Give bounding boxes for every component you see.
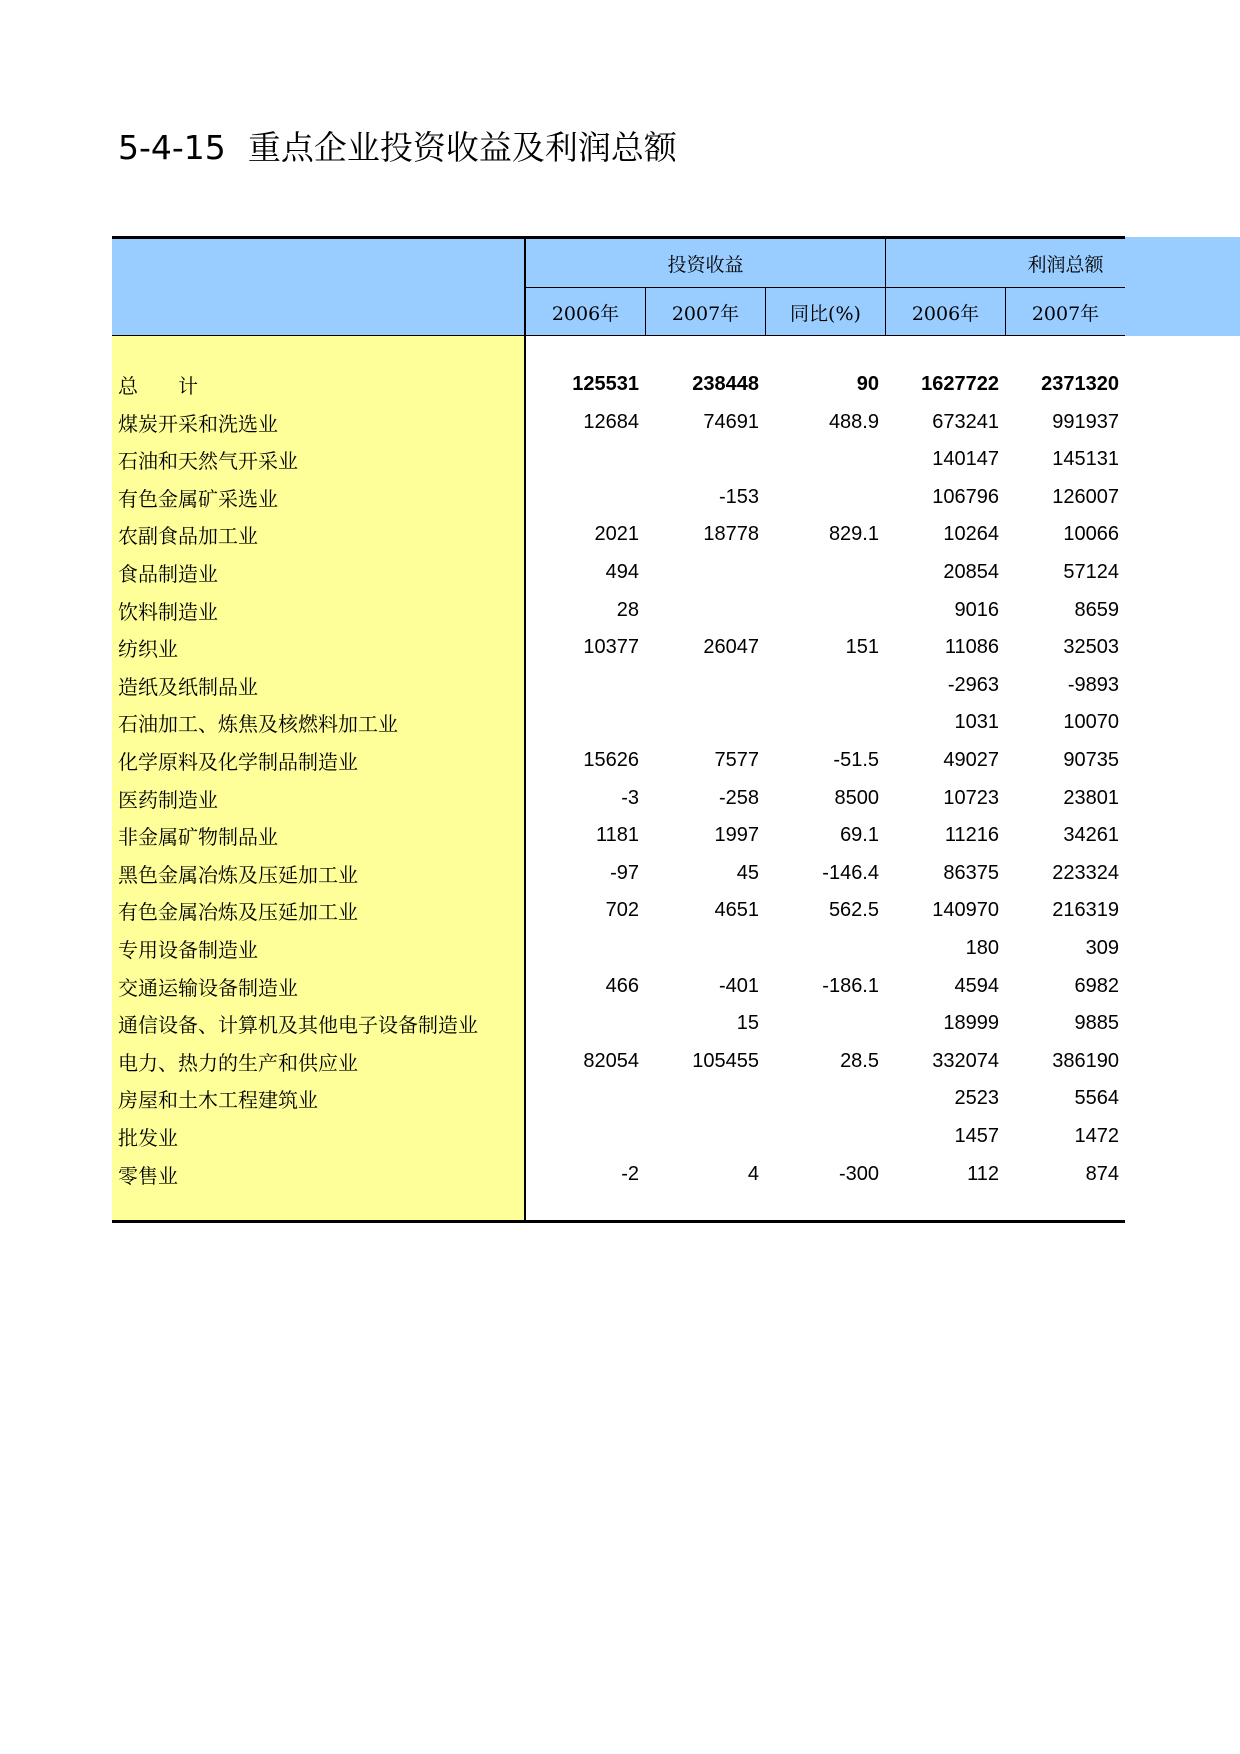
cell-inv-yoy: -300 xyxy=(838,1162,879,1185)
cell-inv-yoy xyxy=(764,479,879,516)
row-label: 纺织业 xyxy=(118,637,178,662)
cell-inv-2006 xyxy=(524,479,639,516)
cell-inv-2006 xyxy=(524,704,639,741)
cell-profit-2007: 8659 xyxy=(1074,598,1119,621)
cell-inv-yoy: 829.1 xyxy=(828,523,879,546)
cell-profit-2007: 223324 xyxy=(1052,861,1119,884)
cell-inv-yoy: -146.4 xyxy=(822,861,879,884)
cell-inv-2006 xyxy=(524,1080,639,1117)
table-row xyxy=(112,554,1124,591)
cell-inv-2006: 12684 xyxy=(583,410,639,433)
cell-inv-2006 xyxy=(524,667,639,704)
cell-profit-2007: 5564 xyxy=(1074,1087,1119,1110)
table-row xyxy=(112,704,1124,741)
investment-2007-header: 2007年 xyxy=(671,302,740,325)
cell-inv-2006 xyxy=(524,930,639,967)
cell-inv-2006: -3 xyxy=(621,786,639,809)
table-row xyxy=(112,629,1124,666)
cell-profit-2006: 180 xyxy=(965,937,999,959)
cell-inv-2006: -2 xyxy=(621,1162,639,1185)
cell-profit-2006: 20854 xyxy=(943,561,999,583)
cell-profit-2007: -9893 xyxy=(1067,673,1119,696)
cell-inv-2007: -258 xyxy=(718,786,759,809)
cell-inv-2007: 4651 xyxy=(714,899,759,922)
row-label: 饮料制造业 xyxy=(118,599,218,624)
cell-profit-2007: 309 xyxy=(1085,937,1119,959)
bottom-rule xyxy=(112,1220,1125,1223)
cell-profit-2007: 57124 xyxy=(1063,561,1119,583)
row-label: 医药制造业 xyxy=(118,787,218,812)
cell-inv-2006: 2021 xyxy=(594,523,639,546)
cell-inv-2006: -97 xyxy=(610,861,639,884)
cell-profit-2006: 9016 xyxy=(954,598,999,621)
cell-profit-2007: 9885 xyxy=(1074,1012,1119,1035)
cell-inv-2007 xyxy=(644,930,759,967)
cell-inv-2006: 15626 xyxy=(583,749,639,771)
cell-inv-yoy xyxy=(764,667,879,704)
cell-profit-2006: 106796 xyxy=(932,485,999,508)
table-row xyxy=(112,667,1124,704)
cell-inv-yoy: -51.5 xyxy=(833,749,879,771)
cell-inv-2007: -153 xyxy=(718,485,759,508)
cell-profit-2006: 140147 xyxy=(932,448,999,471)
cell-profit-2007: 32503 xyxy=(1063,636,1119,659)
table-title: 重点企业投资收益及利润总额 xyxy=(247,128,677,167)
cell-profit-2007: 874 xyxy=(1085,1162,1119,1185)
cell-inv-2006: 10377 xyxy=(583,636,639,659)
row-label: 石油加工、炼焦及核燃料加工业 xyxy=(118,712,398,737)
cell-inv-2006 xyxy=(524,441,639,478)
row-label: 总 计 xyxy=(118,374,198,398)
cell-inv-yoy xyxy=(764,930,879,967)
table-row xyxy=(112,441,1124,478)
cell-profit-2006: 18999 xyxy=(943,1012,999,1035)
cell-inv-2007: 74691 xyxy=(703,410,759,433)
cell-profit-2006: 112 xyxy=(967,1162,999,1185)
cell-inv-2007: 4 xyxy=(747,1162,759,1185)
cell-profit-2007: 2371320 xyxy=(1041,373,1119,395)
cell-inv-2007: 7577 xyxy=(714,749,759,771)
row-label: 有色金属冶炼及压延加工业 xyxy=(118,900,358,925)
cell-inv-2007: 26047 xyxy=(703,636,759,659)
cell-inv-2007 xyxy=(644,704,759,741)
cell-inv-2007 xyxy=(644,1118,759,1155)
table-row xyxy=(112,892,1124,929)
cell-inv-yoy: 488.9 xyxy=(828,410,879,433)
cell-inv-2007: 15 xyxy=(736,1012,759,1035)
cell-inv-2006 xyxy=(524,1005,639,1042)
cell-profit-2006: 1031 xyxy=(954,711,999,734)
cell-inv-yoy: 69.1 xyxy=(840,824,879,847)
row-label: 农副食品加工业 xyxy=(118,524,258,549)
cell-profit-2006: 10723 xyxy=(943,786,999,809)
cell-inv-2006: 28 xyxy=(616,598,639,621)
table-row xyxy=(112,404,1124,441)
cell-profit-2007: 386190 xyxy=(1052,1049,1119,1072)
table-row xyxy=(112,930,1124,967)
table-row xyxy=(112,1156,1124,1193)
cell-profit-2007: 90735 xyxy=(1063,749,1119,771)
investment-2006-header: 2006年 xyxy=(551,302,620,325)
table-row xyxy=(112,968,1124,1005)
table-row xyxy=(112,817,1124,854)
cell-inv-yoy xyxy=(764,1005,879,1042)
cell-profit-2006: 140970 xyxy=(932,899,999,922)
cell-inv-yoy: 28.5 xyxy=(840,1049,879,1072)
table-row xyxy=(112,1005,1124,1042)
cell-profit-2006: 49027 xyxy=(943,749,999,771)
cell-inv-2006: 494 xyxy=(605,561,639,583)
table-row xyxy=(112,855,1124,892)
cell-inv-yoy xyxy=(764,592,879,629)
cell-profit-2006: 1457 xyxy=(954,1125,999,1147)
investment-income-header: 投资收益 xyxy=(667,254,744,276)
table-row xyxy=(112,592,1124,629)
cell-profit-2006: 673241 xyxy=(932,410,999,433)
cell-profit-2006: 4594 xyxy=(954,974,999,997)
cell-profit-2006: 11216 xyxy=(944,824,999,847)
row-label: 石油和天然气开采业 xyxy=(118,449,298,474)
row-label: 通信设备、计算机及其他电子设备制造业 xyxy=(118,1013,478,1038)
cell-profit-2006: 86375 xyxy=(943,861,999,884)
row-label: 食品制造业 xyxy=(118,562,218,586)
cell-profit-2007: 991937 xyxy=(1052,410,1119,433)
cell-inv-2007: 18778 xyxy=(703,523,759,546)
row-label: 有色金属矿采选业 xyxy=(118,486,278,511)
cell-profit-2006: 2523 xyxy=(954,1087,999,1110)
row-label: 化学原料及化学制品制造业 xyxy=(118,750,358,774)
cell-inv-yoy xyxy=(764,1080,879,1117)
cell-inv-yoy: 90 xyxy=(856,373,879,395)
cell-inv-2006 xyxy=(524,1118,639,1155)
cell-profit-2007: 145131 xyxy=(1052,448,1119,471)
cell-inv-yoy: -186.1 xyxy=(822,974,879,997)
investment-yoy-header: 同比(%) xyxy=(790,302,861,325)
table-row xyxy=(112,479,1124,516)
profit-2007-header: 2007年 xyxy=(1031,302,1100,325)
cell-inv-2007: 238448 xyxy=(692,373,759,395)
cell-inv-2007: -401 xyxy=(718,974,759,997)
cell-profit-2007: 126007 xyxy=(1052,485,1119,508)
row-label: 交通运输设备制造业 xyxy=(118,975,298,1000)
cell-profit-2007: 23801 xyxy=(1063,786,1119,809)
table-row xyxy=(112,780,1124,817)
cell-inv-2007 xyxy=(644,592,759,629)
table-row xyxy=(112,1118,1124,1155)
row-label: 零售业 xyxy=(118,1163,178,1188)
cell-profit-2006: 11086 xyxy=(944,636,999,659)
top-rule xyxy=(112,236,1125,239)
cell-profit-2007: 34261 xyxy=(1063,824,1119,847)
row-label: 专用设备制造业 xyxy=(118,938,258,962)
cell-inv-2006: 466 xyxy=(605,974,639,997)
cell-profit-2006: 1627722 xyxy=(921,373,999,395)
cell-inv-yoy xyxy=(764,704,879,741)
cell-profit-2006: -2963 xyxy=(947,673,999,696)
table-row xyxy=(112,1043,1124,1080)
cell-inv-yoy xyxy=(764,554,879,591)
cell-inv-2007: 1997 xyxy=(714,824,759,847)
row-label: 批发业 xyxy=(118,1126,178,1150)
cell-inv-2007 xyxy=(644,667,759,704)
cell-profit-2007: 6982 xyxy=(1074,974,1119,997)
cell-profit-2007: 216319 xyxy=(1052,899,1119,922)
cell-inv-2007 xyxy=(644,1080,759,1117)
row-label: 黑色金属冶炼及压延加工业 xyxy=(118,862,358,887)
cell-profit-2006: 10264 xyxy=(943,523,999,546)
cell-inv-2006: 1181 xyxy=(595,824,639,847)
cell-inv-2007 xyxy=(644,554,759,591)
cell-profit-2007: 1472 xyxy=(1074,1125,1119,1147)
cell-inv-yoy xyxy=(764,1118,879,1155)
cell-inv-2007: 105455 xyxy=(692,1049,759,1072)
page-title xyxy=(118,122,677,169)
row-label: 电力、热力的生产和供应业 xyxy=(118,1050,358,1075)
row-label: 煤炭开采和洗选业 xyxy=(118,411,278,436)
header-bottom-rule xyxy=(112,335,1125,336)
cell-inv-yoy xyxy=(764,441,879,478)
cell-inv-yoy: 8500 xyxy=(834,786,879,809)
profit-2006-header: 2006年 xyxy=(911,302,980,325)
table-row xyxy=(112,516,1124,553)
cell-inv-2006: 702 xyxy=(605,899,639,922)
total-profit-header: 利润总额 xyxy=(1027,254,1104,276)
table-row xyxy=(112,1080,1124,1117)
cell-profit-2006: 332074 xyxy=(932,1049,999,1072)
cell-inv-yoy: 151 xyxy=(845,636,879,659)
table-number: 5-4-15 xyxy=(118,128,226,167)
row-label: 房屋和土木工程建筑业 xyxy=(118,1088,318,1113)
cell-inv-2007: 45 xyxy=(736,861,759,884)
cell-profit-2007: 10066 xyxy=(1063,523,1119,546)
table-row xyxy=(112,742,1124,779)
cell-inv-2006: 82054 xyxy=(583,1049,639,1072)
group-divider-rule xyxy=(525,287,1125,288)
total-row xyxy=(112,366,1124,403)
row-label: 非金属矿物制品业 xyxy=(118,825,278,850)
row-label: 造纸及纸制品业 xyxy=(118,674,258,699)
cell-profit-2007: 10070 xyxy=(1063,711,1119,734)
cell-inv-2007 xyxy=(644,441,759,478)
cell-inv-yoy: 562.5 xyxy=(828,899,879,922)
cell-inv-2006: 125531 xyxy=(572,373,639,395)
